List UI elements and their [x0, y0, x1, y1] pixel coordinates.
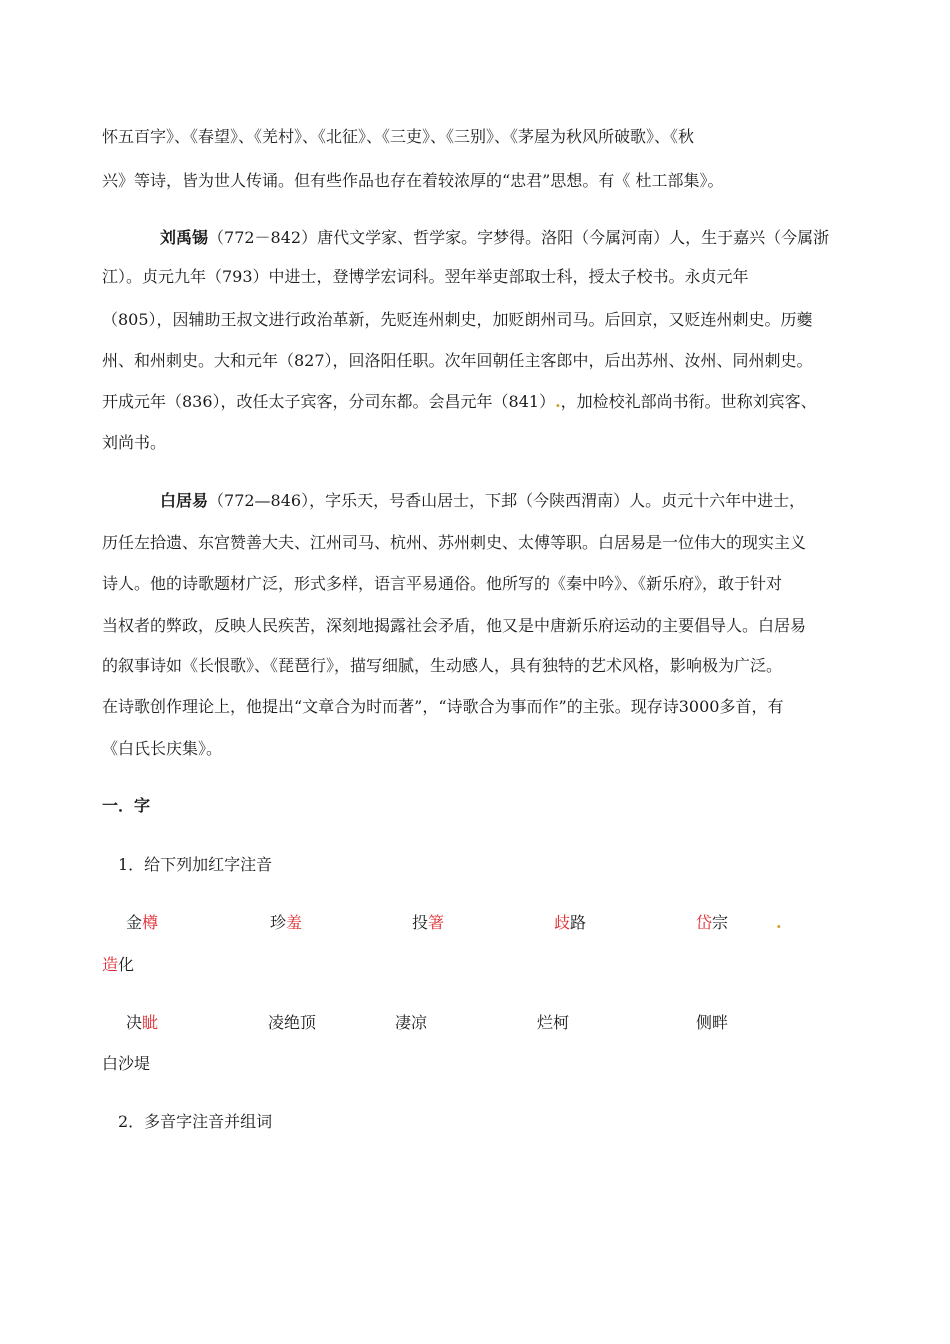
char-item: 凌绝顶	[268, 1013, 317, 1032]
bai-juyi-line-7: 《白氏长庆集》。	[102, 739, 223, 758]
bai-juyi-line-4: 当权者的弊政，反映人民疾苦，深刻地揭露社会矛盾，他又是中唐新乐府运动的主要倡导人。白居易	[102, 616, 807, 635]
liu-yuxi-line-5a: 开成元年（836），改任太子宾客，分司东都。会昌元年（841）	[102, 392, 556, 411]
char-item: 珍羞	[270, 913, 303, 932]
bai-juyi-line-3: 诗人。他的诗歌题材广泛，形式多样，语言平易通俗。他所写的《秦中吟》、《新乐府》，敢于针对	[102, 574, 783, 593]
liu-yuxi-line-4: 州、和州刺史。大和元年（827），回洛阳任职。次年回朝任主客郎中，后出苏州、汝州、同州刺史。	[102, 351, 813, 370]
bai-juyi-line-1-text: （772—846），字乐天，号香山居士，下邽（今陕西渭南）人。贞元十六年中进士，	[208, 491, 806, 510]
char-item: 侧畔	[696, 1013, 729, 1032]
liu-yuxi-line-3: （805），因辅助王叔文进行政治革新，先贬连州刺史，加贬朗州司马。后回京，又贬连州刺史。历夔	[102, 310, 813, 329]
char-item: 凄凉	[395, 1013, 428, 1032]
liu-yuxi-line-1	[160, 228, 829, 248]
du-fu-line-1: 怀五百字》、《春望》、《羌村》、《北征》、《三吏》、《三别》、《茅屋为秋风所破歌》、《秋	[102, 127, 695, 146]
liu-yuxi-line-5-wrap	[102, 392, 817, 412]
char-item: 白沙堤	[102, 1054, 151, 1073]
section-heading: 一．字	[102, 796, 151, 815]
emphasis-dot: .	[555, 392, 561, 411]
char-item: 歧路	[554, 913, 587, 932]
char-item: 岱宗	[696, 913, 729, 932]
char-item: 造化	[102, 955, 135, 974]
liu-yuxi-line-2: 江）。贞元九年（793）中进士，登博学宏词科。翌年举吏部取士科，授太子校书。永贞元年	[102, 267, 749, 286]
char-item: 投箸	[412, 913, 445, 932]
char-item: 金樽	[126, 913, 159, 932]
question-1: 1．给下列加红字注音	[118, 855, 273, 874]
liu-yuxi-line-6: 刘尚书。	[102, 433, 167, 452]
char-item: 决眦	[126, 1013, 159, 1032]
char-item: 烂柯	[537, 1013, 570, 1032]
bai-juyi-line-1	[160, 491, 805, 511]
bai-juyi-line-6: 在诗歌创作理论上，他提出“文章合为时而著”，“诗歌合为事而作”的主张。现存诗3000多首，有	[102, 697, 784, 716]
liu-yuxi-line-1-text: （772－842）唐代文学家、哲学家。字梦得。洛阳（今属河南）人，生于嘉兴（今属浙	[208, 228, 830, 247]
bai-juyi-line-2: 历任左拾遗、东宫赞善大夫、江州司马、杭州、苏州刺史、太傅等职。白居易是一位伟大的现实主义	[102, 533, 807, 552]
liu-yuxi-name: 刘禹锡	[160, 228, 209, 247]
bai-juyi-name: 白居易	[160, 491, 209, 510]
emphasis-dot: .	[776, 913, 782, 932]
du-fu-line-2: 兴》等诗，皆为世人传诵。但有些作品也存在着较浓厚的“忠君”思想。有《 杜工部集》。	[102, 171, 724, 190]
question-2: 2．多音字注音并组词	[118, 1112, 273, 1131]
bai-juyi-line-5: 的叙事诗如《长恨歌》、《琵琶行》，描写细腻，生动感人，具有独特的艺术风格，影响极为广泛。	[102, 656, 783, 675]
liu-yuxi-line-5b: ，加检校礼部尚书衔。世称刘宾客、	[560, 392, 817, 411]
